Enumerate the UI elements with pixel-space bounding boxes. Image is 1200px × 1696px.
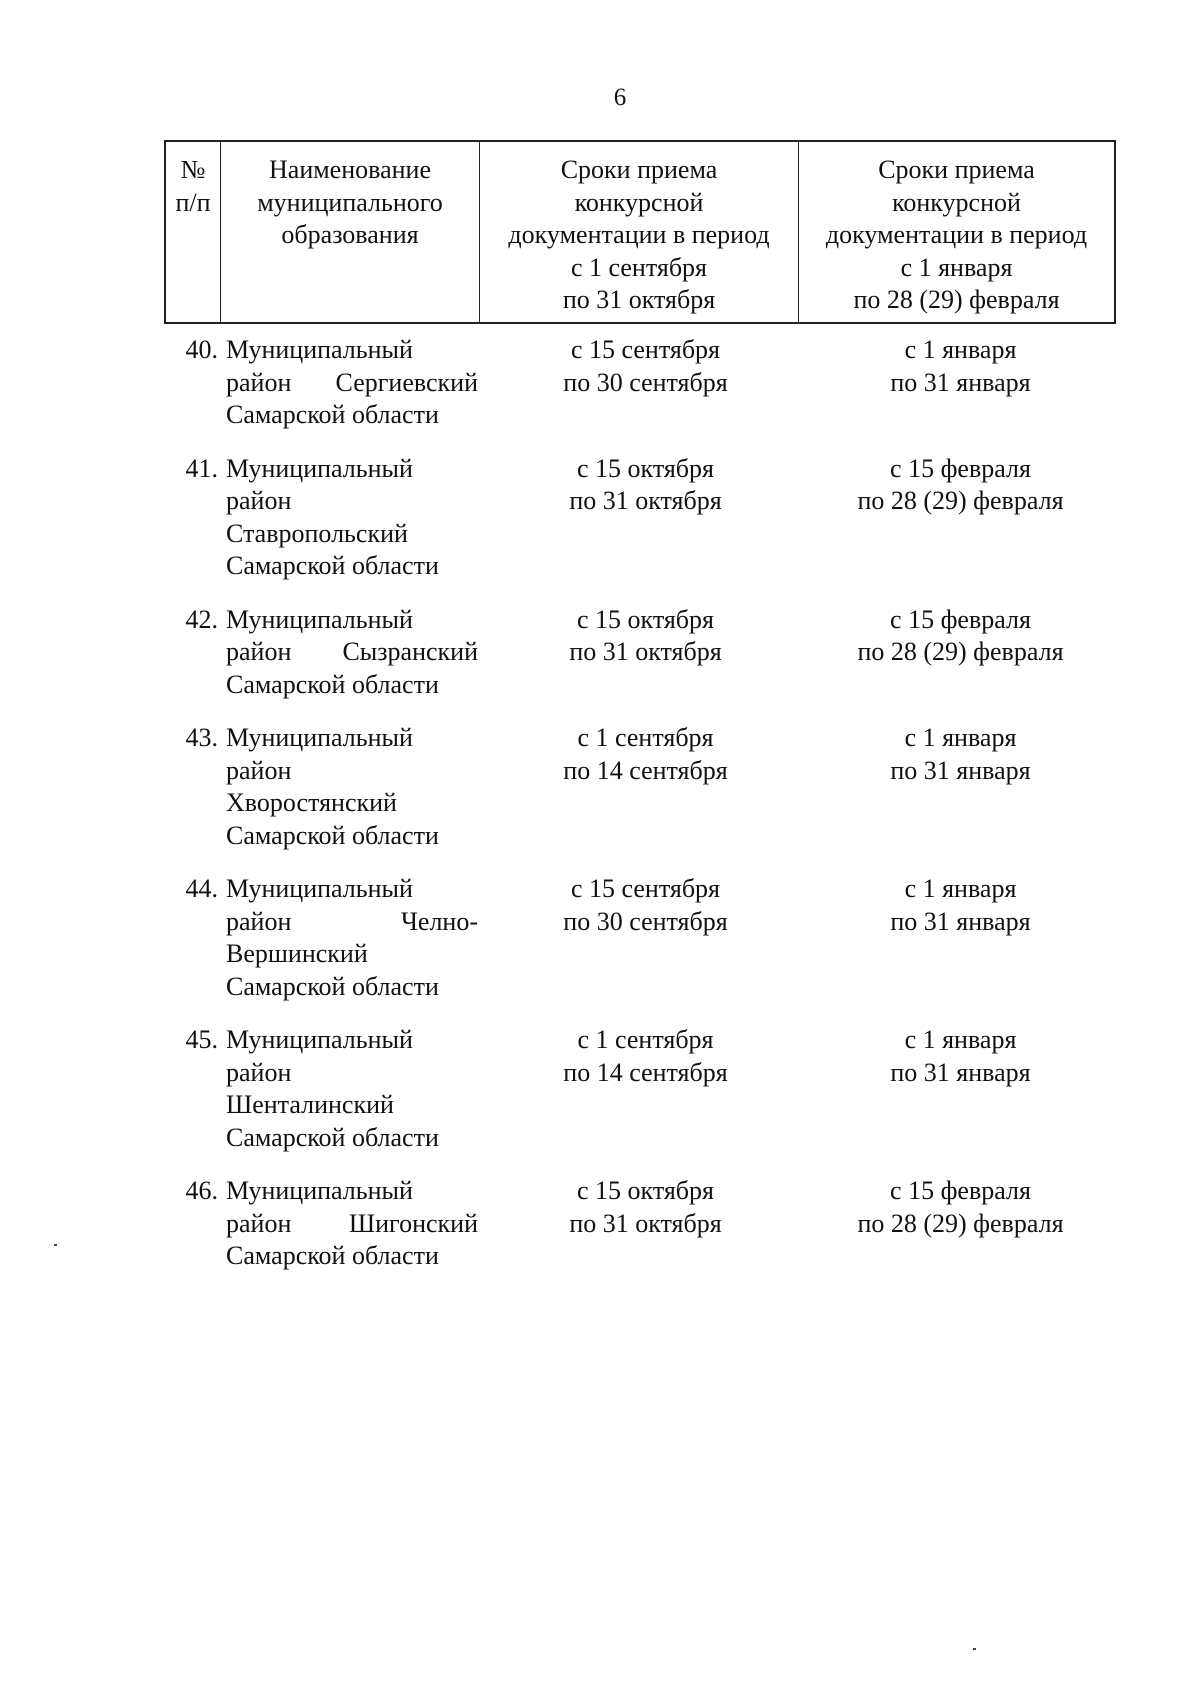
period-september-october: с 15 октября по 31 октября [569,453,722,515]
municipality-name [224,1024,486,1154]
header-period-september-october: Сроки приема конкурсной документации в период с 1 сентября по 31 октября [480,142,799,322]
municipality-name-line: район [226,486,292,515]
table-row [164,453,1116,583]
table-row [164,334,1116,432]
municipality-name-line: Муниципальный [226,1025,413,1054]
row-number: 42. [185,604,218,634]
municipality-name [224,722,486,852]
row-number: 41. [185,453,218,483]
period-january-february: с 1 января по 31 января [890,723,1031,785]
municipality-name-line: Муниципальный [226,335,413,364]
municipality-name-line: район Шигонский [226,1208,478,1238]
municipality-name-line: район Сергиевский [226,367,478,397]
municipality-name-line: Самарской области [226,669,439,699]
row-number: 44. [185,874,218,903]
municipality-name-line: Хворостянский [226,788,397,817]
municipality-name-line: Муниципальный [226,723,413,752]
municipality-name-line: Самарской области [226,1122,439,1152]
municipality-name-line: Ставропольский [226,518,408,548]
scan-speck [54,1244,57,1246]
municipality-name [224,604,486,702]
table-row [164,873,1116,1003]
municipality-name-line: Самарской области [226,400,439,429]
table-body [164,334,1116,1294]
municipality-name-line: Самарской области [226,551,439,580]
row-number: 40. [185,335,218,364]
municipality-name [224,453,486,583]
period-january-february: с 1 января по 31 января [890,874,1031,936]
row-number: 45. [185,1025,218,1054]
municipality-name-line: Муниципальный [226,604,413,634]
municipality-name-line: Самарской области [226,1241,439,1270]
municipality-name-line: район [226,1057,292,1087]
page-number: 6 [613,84,627,111]
period-january-february: с 15 февраля по 28 (29) февраля [857,1176,1064,1238]
municipality-name-line: Муниципальный [226,874,413,903]
municipality-name-line: район Челно- [226,906,478,936]
municipality-name-line: Самарской области [226,971,439,1001]
header-municipality: Наименование муниципального образования [221,142,480,322]
period-january-february: с 1 января по 31 января [890,335,1031,397]
table-row [164,1024,1116,1154]
row-number: 46. [185,1176,218,1205]
table-row [164,1175,1116,1273]
header-number: № п/п [166,142,221,322]
municipality-name-line: район Сызранский [226,637,478,666]
period-january-february: с 1 января по 31 января [890,1025,1031,1087]
municipality-name-line: Самарской области [226,820,439,850]
municipality-name-line: Шенталинский [226,1090,394,1119]
municipality-name-line: Муниципальный [226,453,413,483]
municipality-name [224,873,486,1003]
period-january-february: с 15 февраля по 28 (29) февраля [857,453,1064,515]
period-september-october: с 15 сентября по 30 сентября [563,874,728,936]
period-september-october: с 15 сентября по 30 сентября [563,335,728,397]
municipality-name [224,1175,486,1273]
table-row [164,722,1116,852]
row-number: 43. [185,723,218,752]
table-row [164,604,1116,702]
municipality-name-line: Вершинский [226,939,368,968]
period-september-october: с 1 сентября по 14 сентября [563,723,728,785]
municipality-name [224,334,486,432]
period-september-october: с 15 октября по 31 октября [569,604,722,666]
period-september-october: с 1 сентября по 14 сентября [563,1025,728,1087]
header-period-january-february: Сроки приема конкурсной документации в период с 1 января по 28 (29) февраля [825,155,1088,314]
period-september-october: с 15 октября по 31 октября [569,1176,722,1238]
period-january-february: с 15 февраля по 28 (29) февраля [857,604,1064,666]
municipality-name-line: район [226,755,292,785]
municipality-name-line: Муниципальный [226,1176,413,1205]
scan-speck [973,1648,976,1650]
table-header [164,140,1116,324]
